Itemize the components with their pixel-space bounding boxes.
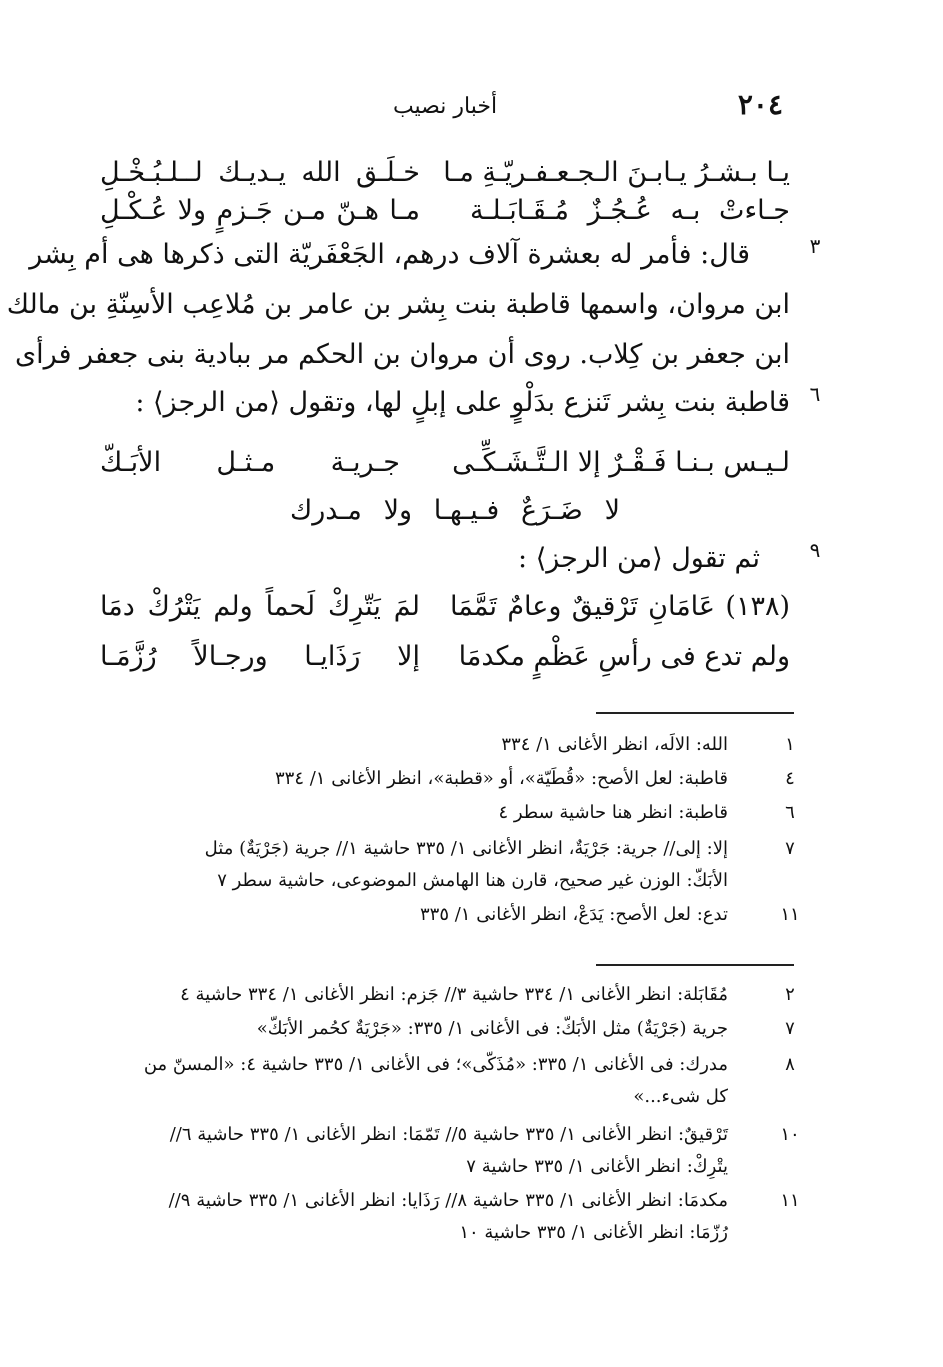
footnote-text: مدرك: فى الأغانى ١/ ٣٣٥: «مُذَكّى»؛ فى الأغانى ١/ ٣٣٥ حاشية ٤: «المسنّ من xyxy=(143,1054,728,1075)
footnote-text: إلا: إلى// جرية: جَرْيَةٌ، انظر الأغانى ١/ ٣٣٥ حاشية ١// جرية (جَرْيَةٌ) مثل xyxy=(204,838,728,859)
footnote-number: ٦ xyxy=(785,802,795,823)
footnote-text: مكدمَا: انظر الأغانى ١/ ٣٣٥ حاشية ٨// رَذَايا: انظر الأغانى ١/ ٣٣٥ حاشية ٩// xyxy=(168,1190,728,1211)
verse-second-hemistich: خـلَـق الله يـديـك لــلـبُـخْـلِ xyxy=(100,157,420,188)
footnote-number: ٢ xyxy=(785,984,795,1005)
footnote-number: ٧ xyxy=(785,838,795,859)
footnote-text: قاطبة: انظر هنا حاشية سطر ٤ xyxy=(498,802,728,823)
rajaz-first-hemistich: لـيـس بـنـا فَـقْـرٌ إلا الـتَّـشَـكِّـى xyxy=(452,447,790,478)
line-number: ٣ xyxy=(809,234,821,258)
rajaz-second-hemistich: إلا رَذَايـا ورجـالاً رُزَّمَـا xyxy=(100,641,420,672)
footnote-separator xyxy=(596,712,794,714)
rajaz-second-hemistich: لمَ يَتّرِكْ لَحماً ولم يَتْرُكْ دمَا xyxy=(100,591,420,622)
line-number: ٦ xyxy=(809,382,821,406)
rajaz-line xyxy=(100,584,790,634)
footnote-continuation: يتْرِكْ: انظر الأغانى ١/ ٣٣٥ حاشية ٧ xyxy=(466,1156,728,1177)
prose-line: قاطبة بنت بِشر تَنزع بدَلْوٍ على إبلٍ لها، وتقول ⟨من الرجز⟩ : xyxy=(135,387,790,418)
rajaz-second-hemistich: جـريـة مـثـل الأبَـكّ xyxy=(100,447,400,478)
verse-first-hemistich: يـا بـشـرُ يـابـنَ الـجـعـفـريّـةِ مـا xyxy=(443,157,790,188)
footnote-number: ٤ xyxy=(785,768,795,789)
footnote-number: ١١ xyxy=(780,904,800,925)
prose-line: ابن مروان، واسمها قاطبة بنت بِشر بن عامر بن مُلاعِب الأسِنّةِ بن مالك xyxy=(6,289,790,320)
rajaz-line xyxy=(100,440,790,490)
footnote-number: ١ xyxy=(785,734,795,755)
footnote-number: ٧ xyxy=(785,1018,795,1039)
footnote-separator xyxy=(596,964,794,966)
verse-first-hemistich: جـاءتْ بـه عُـجُـزٌ مُـقَـابَـلـة xyxy=(470,195,790,226)
line-number: ٩ xyxy=(809,538,821,562)
footnote-text: قاطبة: لعل الأصح: «قُطَيّة»، أو «قطبة»، انظر الأغانى ١/ ٣٣٤ xyxy=(274,768,728,789)
prose-line: ثم تقول ⟨من الرجز⟩ : xyxy=(518,543,760,574)
page-number: ٢٠٤ xyxy=(737,88,783,121)
footnote-text: تدع: لعل الأصح: يَدَعْ، انظر الأغانى ١/ ٣٣٥ xyxy=(419,904,728,925)
rajaz-first-hemistich: (١٣٨) عَامَانِ تَرْقيقٌ وعامٌ تَمَّمَا xyxy=(450,591,790,622)
footnote-number: ٨ xyxy=(785,1054,795,1075)
rajaz-line xyxy=(100,634,790,684)
footnote-text: مُقَابَلة: انظر الأغانى ١/ ٣٣٤ حاشية ٣// جَزم: انظر الأغانى ١/ ٣٣٤ حاشية ٤ xyxy=(180,984,728,1005)
verse-second-hemistich: مـا هـنّ مـن جَـزمٍ ولا عُـكْـلِ xyxy=(100,195,420,226)
rajaz-first-hemistich: ولم تدع فى رأسِ عَظْمٍ مكدمَا xyxy=(458,641,790,672)
prose-line: قال: فأمر له بعشرة آلاف درهم، الجَعْفَريّة التى ذكرها هى أم بِشر xyxy=(29,239,750,270)
footnote-number: ١١ xyxy=(780,1190,800,1211)
footnote-continuation: رُزّمَا: انظر الأغانى ١/ ٣٣٥ حاشية ١٠ xyxy=(459,1222,728,1243)
running-title: أخبار نصيب xyxy=(392,94,498,119)
footnote-continuation: كل شىء...» xyxy=(633,1086,728,1107)
footnote-continuation: الأبَكّ: الوزن غير صحيح، قارن هنا الهامش الموضوعى، حاشية سطر ٧ xyxy=(217,870,728,891)
footnote-text: تَرْقيقٌ: انظر الأغانى ١/ ٣٣٥ حاشية ٥// تَمّمَا: انظر الأغانى ١/ ٣٣٥ حاشية ٦// xyxy=(169,1124,728,1145)
footnote-number: ١٠ xyxy=(780,1124,800,1145)
rajaz-single-line: لا ضَـرَعٌ فـيـهـا ولا مـدرك xyxy=(290,495,620,526)
footnote-text: جرية (جَرْيَةٌ) مثل الأبَكّ: فى الأغانى ١/ ٣٣٥: «جَرْيَةٌ كحُمر الأبَكّ» xyxy=(256,1018,728,1039)
prose-line: ابن جعفر بن كِلاب. روى أن مروان بن الحكم مر ببادية بنى جعفر فرأى xyxy=(15,339,790,370)
footnote-text: الله: الالَه، انظر الأغانى ١/ ٣٣٤ xyxy=(501,734,728,755)
